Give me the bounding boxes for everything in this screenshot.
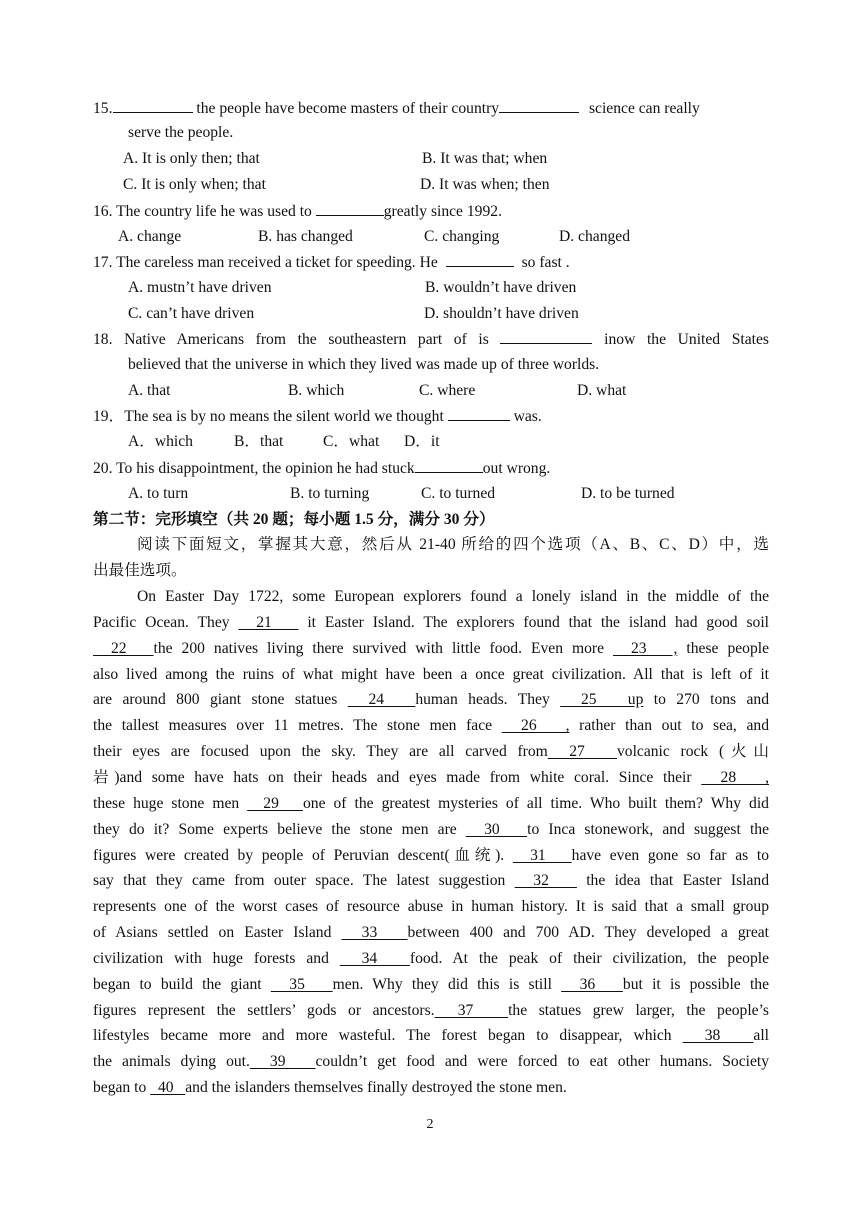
passage-line <box>93 975 769 995</box>
passage-line <box>93 1078 769 1098</box>
passage-text: civilization with huge forests and <box>93 949 340 967</box>
question-text: 17. The careless man received a ticket for speeding. He <box>93 254 442 271</box>
passage-line <box>93 665 769 685</box>
question-number: 15. <box>93 100 113 117</box>
cloze-blank-number[interactable]: 28 , <box>701 768 769 786</box>
passage-line <box>93 846 769 866</box>
option-a: A. to turn <box>128 485 189 502</box>
cloze-blank-number[interactable]: 31 <box>512 846 572 864</box>
passage-text: figures represent the settlers’ gods or ancestors. <box>93 1001 435 1019</box>
passage-text: began to <box>93 1079 151 1097</box>
option-d: D. It was when; then <box>420 176 550 193</box>
passage-line <box>93 639 769 659</box>
passage-text: the statues grew larger, the people’s <box>508 1001 769 1019</box>
question-text: so fast . <box>517 254 570 271</box>
passage-text: these people <box>677 639 769 657</box>
passage-line <box>93 794 769 814</box>
option-d: D. what <box>577 382 627 399</box>
passage-line <box>93 1001 769 1021</box>
passage-text: men. Why they did this is still <box>332 975 562 993</box>
passage-line <box>93 820 769 840</box>
passage-text: figures were created by people of Peruvian descent(血统). <box>93 846 513 864</box>
question-15-stem-line2: serve the people. <box>128 124 234 141</box>
passage-text: between 400 and 700 AD. They developed a great <box>407 924 769 942</box>
passage-line <box>93 742 769 762</box>
passage-text: food. At the peak of their civilization, the people <box>409 949 769 967</box>
section-heading: 第二节：完形填空（共 20 题；每小题 1.5 分，满分 30 分） <box>93 511 495 528</box>
answer-blank[interactable] <box>446 252 514 267</box>
passage-text: 岩)and some have hats on their heads and eyes made from white coral. Since their <box>93 768 702 786</box>
cloze-blank-number[interactable]: 30 <box>465 820 528 838</box>
question-text: 16. The country life he was used to <box>93 203 316 220</box>
cloze-blank-number[interactable]: 40 <box>150 1079 186 1097</box>
option-c: C. to turned <box>421 485 496 502</box>
option-d: D. changed <box>559 228 631 245</box>
passage-text: one of the greatest mysteries of all time. Who built them? Why did <box>302 794 769 812</box>
cloze-blank-number[interactable]: 36 <box>561 975 623 993</box>
passage-text: say that they came from outer space. The latest suggestion <box>93 872 515 890</box>
cloze-blank-number[interactable]: 38 <box>682 1027 754 1045</box>
option-d: D. to be turned <box>581 485 675 502</box>
cloze-blank-number[interactable]: 23 , <box>613 639 678 657</box>
passage-text: couldn’t get food and were forced to eat other humans. Society <box>315 1053 769 1071</box>
option-a: A．which <box>128 433 193 450</box>
passage-line <box>93 1026 769 1046</box>
option-d: D．it <box>404 433 440 450</box>
cloze-blank-number[interactable]: 35 <box>270 975 333 993</box>
option-c: C．what <box>323 433 380 450</box>
question-text: was. <box>509 408 542 425</box>
passage-text: also lived among the ruins of what might have been a once great civilization. All that is left of it <box>93 665 769 683</box>
option-a: A. that <box>128 382 171 399</box>
passage-line <box>93 768 769 788</box>
cloze-blank-number[interactable]: 39 <box>249 1053 316 1071</box>
answer-blank[interactable] <box>499 98 579 113</box>
cloze-blank-number[interactable]: 22 <box>93 639 154 657</box>
option-c: C. It is only when; that <box>123 176 266 193</box>
cloze-blank-number[interactable]: 37 <box>434 1001 509 1019</box>
passage-text: Pacific Ocean. They <box>93 613 239 631</box>
option-c: C. can’t have driven <box>128 305 255 322</box>
passage-text: it Easter Island. The explorers found that the island had good soil <box>298 613 769 631</box>
passage-line <box>93 923 769 943</box>
cloze-blank-number[interactable]: 25 up <box>560 691 644 709</box>
cloze-blank-number[interactable]: 34 <box>339 949 410 967</box>
passage-text: to Inca stonework, and suggest the <box>527 820 769 838</box>
passage-line <box>93 587 769 607</box>
section-instruction: 阅读下面短文，掌握其大意，然后从 21-40 所给的四个选项（A、B、C、D）中，选 <box>137 536 769 553</box>
cloze-blank-number[interactable]: 33 <box>341 924 408 942</box>
passage-line <box>93 897 769 917</box>
question-text: 19．The sea is by no means the silent world we thought <box>93 408 448 425</box>
question-text: 18. Native Americans from the southeastern part of is <box>93 331 501 348</box>
option-c: C. where <box>419 382 476 399</box>
passage-text: to 270 tons and <box>643 691 769 709</box>
question-text: the people have become masters of their country <box>196 100 500 117</box>
option-a: A. mustn’t have driven <box>128 279 272 296</box>
cloze-blank-number[interactable]: 32 <box>514 872 577 890</box>
passage-text: but it is possible the <box>622 975 769 993</box>
passage-text: the tallest measures over 11 metres. The stone men face <box>93 717 502 735</box>
passage-text: they do it? Some experts believe the stone men are <box>93 820 466 838</box>
passage-line <box>93 613 769 633</box>
question-text: out wrong. <box>482 460 551 477</box>
passage-text: have even gone so far as to <box>571 846 769 864</box>
passage-line <box>93 949 769 969</box>
passage-line <box>93 1052 769 1072</box>
cloze-blank-number[interactable]: 26 , <box>501 717 570 735</box>
option-b: B. It was that; when <box>422 150 548 167</box>
passage-line <box>93 716 769 736</box>
cloze-blank-number[interactable]: 27 <box>547 743 617 761</box>
question-15-stem <box>93 98 700 119</box>
cloze-blank-number[interactable]: 29 <box>247 794 303 812</box>
answer-blank[interactable] <box>113 98 193 113</box>
passage-text: human heads. They <box>415 691 561 709</box>
passage-text: the 200 natives living there survived with little food. Even more <box>153 639 614 657</box>
cloze-blank-number[interactable]: 21 <box>238 613 299 631</box>
passage-text: volcanic rock (火山 <box>616 743 769 761</box>
passage-text: the animals dying out. <box>93 1053 250 1071</box>
answer-blank[interactable] <box>500 329 592 344</box>
passage-line <box>93 871 769 891</box>
passage-text: lifestyles became more and more wasteful. The forest began to disappear, which <box>93 1027 683 1045</box>
option-c: C. changing <box>424 228 500 245</box>
page-number: 2 <box>426 1117 434 1132</box>
passage-text: the idea that Easter Island <box>576 872 769 890</box>
answer-blank[interactable] <box>316 201 384 216</box>
question-18-stem <box>93 329 769 349</box>
passage-text: and the islanders themselves finally destroyed the stone men. <box>185 1079 567 1097</box>
question-text: science can really <box>588 100 700 117</box>
passage-text: all <box>753 1027 769 1045</box>
question-20-stem <box>93 458 550 479</box>
option-a: A. change <box>118 228 182 245</box>
question-18-stem-line2: believed that the universe in which they lived was made up of three worlds. <box>128 356 600 373</box>
answer-blank[interactable] <box>415 458 483 473</box>
question-text: inow the United States <box>604 331 769 348</box>
option-b: B. has changed <box>258 228 353 245</box>
passage-text: these huge stone men <box>93 794 248 812</box>
passage-text: began to build the giant <box>93 975 271 993</box>
cloze-blank-number[interactable]: 24 <box>347 691 416 709</box>
passage-text: On Easter Day 1722, some European explorers found a lonely island in the middle of the <box>137 588 769 605</box>
option-b: B．that <box>234 433 284 450</box>
passage-text: of Asians settled on Easter Island <box>93 924 342 942</box>
option-d: D. shouldn’t have driven <box>424 305 579 322</box>
option-b: B. which <box>288 382 345 399</box>
option-b: B. wouldn’t have driven <box>425 279 577 296</box>
question-text: 20. To his disappointment, the opinion he had stuck <box>93 460 415 477</box>
option-a: A. It is only then; that <box>123 150 260 167</box>
question-19-stem <box>93 406 542 427</box>
passage-text: are around 800 giant stone statues <box>93 691 348 709</box>
passage-line <box>93 690 769 710</box>
answer-blank[interactable] <box>448 406 510 421</box>
question-16-stem <box>93 201 502 222</box>
section-instruction-line2: 出最佳选项。 <box>93 562 187 579</box>
option-b: B. to turning <box>290 485 370 502</box>
passage-text: rather than out to sea, and <box>569 717 769 735</box>
passage-text: their eyes are focused upon the sky. They are all carved from <box>93 743 548 761</box>
passage-text: represents one of the worst cases of resource abuse in human history. It is said that a small group <box>93 898 769 916</box>
question-text: greatly since 1992. <box>383 203 502 220</box>
question-17-stem <box>93 252 570 273</box>
